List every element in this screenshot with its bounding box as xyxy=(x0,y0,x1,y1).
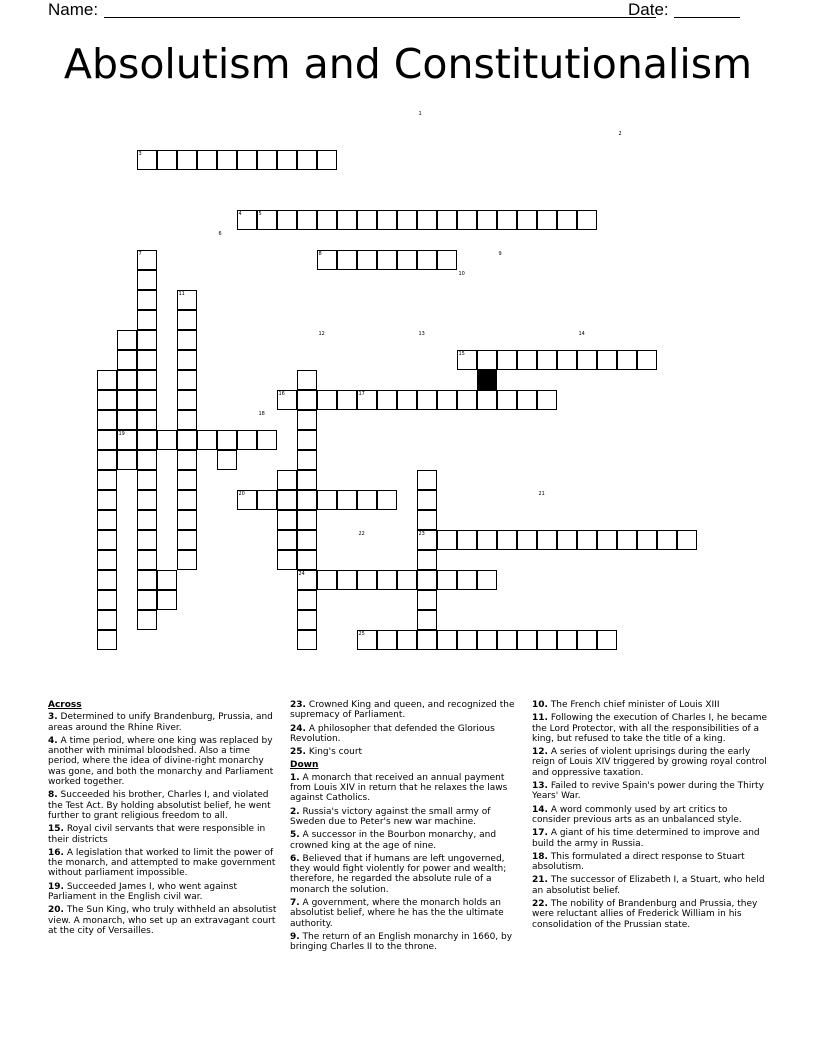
crossword-cell[interactable] xyxy=(337,390,357,410)
crossword-cell[interactable] xyxy=(357,210,377,230)
crossword-cell[interactable] xyxy=(137,510,157,530)
clue-text: The Sun King, who truly withheld an absolutist view. A monarch, who set up an extravagant court at the city of Versailles. xyxy=(48,905,277,936)
clue xyxy=(532,713,768,744)
clue-number: 6. xyxy=(290,853,300,864)
crossword-cell[interactable] xyxy=(157,570,177,590)
crossword-cell[interactable] xyxy=(297,390,317,410)
crossword-cell[interactable] xyxy=(357,570,377,590)
clue-text: Determined to unify Brandenburg, Prussia, and areas around the Rhine River. xyxy=(48,712,273,733)
crossword-cell[interactable] xyxy=(437,390,457,410)
crossword-cell[interactable] xyxy=(277,510,297,530)
crossword-cell[interactable] xyxy=(237,150,257,170)
clue-text: The French chief minister of Louis XIII xyxy=(547,700,720,710)
crossword-cell[interactable] xyxy=(297,450,317,470)
crossword-cell[interactable] xyxy=(597,630,617,650)
cell-number: 10 xyxy=(458,270,465,277)
cell-number: 19 xyxy=(118,430,125,437)
clue xyxy=(290,830,522,851)
crossword-cell[interactable] xyxy=(197,150,217,170)
clue-text: A word commonly used by art critics to consider previous arts as an unbalanced style. xyxy=(532,804,742,825)
clue-number: 2. xyxy=(290,806,300,817)
clue xyxy=(290,747,522,757)
crossword-cell[interactable] xyxy=(137,410,157,430)
crossword-cell[interactable] xyxy=(137,490,157,510)
crossword-cell[interactable] xyxy=(97,370,117,390)
crossword-cell[interactable] xyxy=(677,530,697,550)
crossword-cell[interactable] xyxy=(457,210,477,230)
crossword-cell[interactable] xyxy=(617,530,637,550)
crossword-cell[interactable] xyxy=(557,350,577,370)
crossword-cell[interactable] xyxy=(137,590,157,610)
crossword-cell[interactable] xyxy=(217,450,237,470)
crossword-cell[interactable] xyxy=(177,330,197,350)
crossword-cell[interactable] xyxy=(337,210,357,230)
crossword-cell[interactable] xyxy=(417,250,437,270)
clue xyxy=(48,790,280,821)
crossword-cell[interactable] xyxy=(137,550,157,570)
clue-text: Succeeded James I, who went against Parliament in the English civil war. xyxy=(48,881,238,903)
crossword-cell[interactable] xyxy=(597,350,617,370)
crossword-cell[interactable] xyxy=(437,250,457,270)
cell-number: 11 xyxy=(178,290,185,297)
page-title: Absolutism and Constitutionalism xyxy=(63,40,753,88)
crossword-cell[interactable] xyxy=(337,490,357,510)
crossword-cell[interactable] xyxy=(137,390,157,410)
crossword-cell[interactable] xyxy=(377,250,397,270)
clue-text: A giant of his time determined to improve and build the army in Russia. xyxy=(532,828,760,849)
clue xyxy=(532,828,768,849)
crossword-cell[interactable] xyxy=(97,550,117,570)
crossword-cell[interactable] xyxy=(417,510,437,530)
clue-text: A monarch that received an annual payment from Louis XIV in return that he relaxes the laws against Catholics. xyxy=(290,772,508,804)
crossword-cell[interactable] xyxy=(257,150,277,170)
clue xyxy=(290,854,522,895)
crossword-cell[interactable] xyxy=(297,410,317,430)
clue-number: 5. xyxy=(290,830,300,841)
crossword-cell[interactable] xyxy=(297,490,317,510)
crossword-cell[interactable] xyxy=(137,450,157,470)
crossword-cell[interactable] xyxy=(277,470,297,490)
crossword-cell[interactable] xyxy=(397,250,417,270)
crossword-cell[interactable] xyxy=(237,430,257,450)
crossword-cell[interactable] xyxy=(437,630,457,650)
crossword-cell[interactable] xyxy=(117,370,137,390)
crossword-cell[interactable] xyxy=(477,630,497,650)
crossword-cell[interactable] xyxy=(497,530,517,550)
crossword-cell[interactable] xyxy=(137,290,157,310)
clue xyxy=(48,824,280,845)
crossword-cell[interactable] xyxy=(357,250,377,270)
cell-number: 1 xyxy=(418,110,422,117)
crossword-cell[interactable] xyxy=(197,430,217,450)
clue-text: Failed to revive Spain's power during the Thirty Years' War. xyxy=(532,781,764,802)
clue xyxy=(532,700,768,710)
crossword-cell[interactable] xyxy=(537,390,557,410)
clue xyxy=(532,899,768,930)
crossword-cell[interactable] xyxy=(137,330,157,350)
clue xyxy=(290,898,522,929)
crossword-cell[interactable] xyxy=(97,430,117,450)
clue xyxy=(532,875,768,896)
crossword-cell[interactable] xyxy=(577,350,597,370)
cell-number: 6 xyxy=(218,230,222,237)
crossword-cell[interactable] xyxy=(297,370,317,390)
crossword-cell[interactable] xyxy=(157,430,177,450)
crossword-cell[interactable] xyxy=(117,410,137,430)
clues-column-3 xyxy=(532,700,768,933)
crossword-cell[interactable] xyxy=(477,390,497,410)
cell-number: 21 xyxy=(538,490,545,497)
crossword-cell[interactable] xyxy=(277,210,297,230)
clue-text: Russia's victory against the small army of Sweden due to Peter's new war machine. xyxy=(290,806,491,827)
clue-number: 23. xyxy=(290,700,306,710)
cell-number: 9 xyxy=(498,250,502,257)
cell-number: 23 xyxy=(418,530,425,537)
crossword-cell[interactable] xyxy=(417,570,437,590)
clue-text: A successor in the Bourbon monarchy, and crowned king at the age of nine. xyxy=(290,830,497,851)
crossword-cell[interactable] xyxy=(177,390,197,410)
crossword-cell[interactable] xyxy=(297,470,317,490)
crossword-cell[interactable] xyxy=(377,390,397,410)
cell-number: 24 xyxy=(298,570,305,577)
clue-number: 16. xyxy=(48,847,64,858)
crossword-cell[interactable] xyxy=(257,430,277,450)
clue xyxy=(532,852,768,873)
crossword-cell[interactable] xyxy=(217,150,237,170)
crossword-cell[interactable] xyxy=(477,530,497,550)
crossword-cell[interactable] xyxy=(177,450,197,470)
crossword-cell[interactable] xyxy=(497,210,517,230)
crossword-cell[interactable] xyxy=(177,470,197,490)
clue-number: 7. xyxy=(290,898,300,909)
crossword-cell[interactable] xyxy=(557,530,577,550)
crossword-cell[interactable] xyxy=(97,530,117,550)
clue-text: Succeeded his brother, Charles I, and violated the Test Act. By holding absolutist belief, he went further to grant religious freedom to all. xyxy=(48,790,271,821)
crossword-cell[interactable] xyxy=(377,570,397,590)
cell-number: 5 xyxy=(258,210,262,217)
crossword-cell[interactable] xyxy=(177,490,197,510)
crossword-cell[interactable] xyxy=(617,350,637,370)
clue-text: A time period, where one king was replaced by another with minimal bloodshed. Also a time period, where the idea of divine-right monarchy was gone, and both the monarchy and Parliament worked together. xyxy=(48,735,274,788)
clue-number: 8. xyxy=(48,790,58,801)
crossword-cell[interactable] xyxy=(137,370,157,390)
clue-number: 15. xyxy=(48,824,64,835)
crossword-cell[interactable] xyxy=(457,570,477,590)
down-clue-list xyxy=(290,773,522,953)
crossword-cell[interactable] xyxy=(277,530,297,550)
crossword-cell[interactable] xyxy=(417,470,437,490)
crossword-cell[interactable] xyxy=(637,530,657,550)
cell-number: 14 xyxy=(578,330,585,337)
crossword-cell[interactable] xyxy=(257,490,277,510)
clue-number: 24. xyxy=(290,723,306,734)
crossword-cell[interactable] xyxy=(177,410,197,430)
clue xyxy=(48,882,280,903)
crossword-cell[interactable] xyxy=(297,210,317,230)
crossword-cell[interactable] xyxy=(497,390,517,410)
crossword-cell[interactable] xyxy=(557,210,577,230)
crossword-cell[interactable] xyxy=(317,150,337,170)
crossword-cell[interactable] xyxy=(97,630,117,650)
crossword-cell[interactable] xyxy=(337,570,357,590)
cell-number: 25 xyxy=(358,630,365,637)
cell-number: 18 xyxy=(258,410,265,417)
crossword-cell[interactable] xyxy=(637,350,657,370)
name-label: Name: xyxy=(48,0,99,19)
clue-number: 19. xyxy=(48,881,64,892)
cell-number: 2 xyxy=(618,130,622,137)
crossword-cell[interactable] xyxy=(137,430,157,450)
crossword-cell[interactable] xyxy=(117,450,137,470)
cell-number: 8 xyxy=(318,250,322,257)
crossword-cell[interactable] xyxy=(437,570,457,590)
across-clue-list-cont xyxy=(290,700,522,757)
crossword-cell[interactable] xyxy=(417,590,437,610)
crossword-cell[interactable] xyxy=(297,610,317,630)
crossword-cell[interactable] xyxy=(97,410,117,430)
clue-number: 3. xyxy=(48,712,58,723)
crossword-cell[interactable] xyxy=(177,510,197,530)
crossword-cell[interactable] xyxy=(317,390,337,410)
crossword-cell[interactable] xyxy=(297,530,317,550)
crossword-cell[interactable] xyxy=(377,210,397,230)
cell-number: 16 xyxy=(278,390,285,397)
clue-number: 12. xyxy=(532,747,548,758)
crossword-cell[interactable] xyxy=(477,570,497,590)
crossword-cell[interactable] xyxy=(97,470,117,490)
clue-text: Royal civil servants that were responsible in their districts xyxy=(48,824,266,845)
cell-number: 15 xyxy=(458,350,465,357)
clue-number: 1. xyxy=(290,772,300,783)
clue-text: The nobility of Brandenburg and Prussia, they were reluctant allies of Frederick William in his consolidation of the Prussian state. xyxy=(532,899,758,930)
clue xyxy=(532,805,768,826)
clue xyxy=(532,747,768,778)
clue-number: 4. xyxy=(48,735,58,746)
crossword-cell[interactable] xyxy=(517,350,537,370)
clue-text: The successor of Elizabeth I, a Stuart, who held an absolutist belief. xyxy=(532,875,765,896)
crossword-cell[interactable] xyxy=(357,490,377,510)
crossword-cell[interactable] xyxy=(417,610,437,630)
crossword-cell[interactable] xyxy=(417,630,437,650)
clue xyxy=(48,905,280,936)
clue-number: 17. xyxy=(532,828,548,839)
clue-number: 11. xyxy=(532,713,548,724)
clue-number: 21. xyxy=(532,875,548,886)
crossword-cell[interactable] xyxy=(477,210,497,230)
crossword-cell[interactable] xyxy=(297,550,317,570)
clue-number: 9. xyxy=(290,931,300,942)
cell-number: 17 xyxy=(358,390,365,397)
crossword-cell[interactable] xyxy=(577,210,597,230)
clue-text: Following the execution of Charles I, he became the Lord Protector, with all the responsibilities of a king, but refused to take the title of a king. xyxy=(532,713,767,744)
cell-number: 20 xyxy=(238,490,245,497)
crossword-cell[interactable] xyxy=(537,630,557,650)
clue-number: 25. xyxy=(290,747,306,758)
crossword-cell[interactable] xyxy=(317,210,337,230)
clue xyxy=(290,700,522,721)
clue-text: Believed that if humans are left ungoverned, they would fight violently for power and wealth; therefore, he regarded the absolute rule of a monarch the solution. xyxy=(290,853,507,895)
clue-text: Crowned King and queen, and recognized the supremacy of Parliament. xyxy=(290,700,515,721)
clue xyxy=(48,712,280,733)
crossword-cell[interactable] xyxy=(137,270,157,290)
crossword-cell[interactable] xyxy=(97,390,117,410)
clue-text: A legislation that worked to limit the power of the monarch, and attempted to make government without parliament impossible. xyxy=(48,847,276,879)
clue-number: 10. xyxy=(532,700,548,710)
crossword-cell[interactable] xyxy=(517,390,537,410)
cell-number: 13 xyxy=(418,330,425,337)
crossword-cell[interactable] xyxy=(437,210,457,230)
crossword-cell[interactable] xyxy=(117,330,137,350)
crossword-cell[interactable] xyxy=(177,550,197,570)
crossword-cell[interactable] xyxy=(97,490,117,510)
crossword-cell[interactable] xyxy=(217,430,237,450)
clue-text: The return of an English monarchy in 1660, by bringing Charles II to the throne. xyxy=(290,931,513,953)
cell-number: 7 xyxy=(138,250,142,257)
crossword-cell[interactable] xyxy=(317,490,337,510)
crossword-cell[interactable] xyxy=(497,630,517,650)
crossword-cell[interactable] xyxy=(137,570,157,590)
crossword-cell[interactable] xyxy=(397,390,417,410)
crossword-cell[interactable] xyxy=(537,530,557,550)
crossword-cell[interactable] xyxy=(457,390,477,410)
crossword-cell[interactable] xyxy=(117,350,137,370)
clues-column-1 xyxy=(48,700,280,939)
clue xyxy=(290,807,522,828)
crossword-cell[interactable] xyxy=(517,210,537,230)
crossword-cell[interactable] xyxy=(397,210,417,230)
clue-text: A philosopher that defended the Glorious Revolution. xyxy=(290,723,495,744)
clues-column-2 xyxy=(290,700,522,956)
cell-number: 3 xyxy=(138,150,142,157)
across-heading: Across xyxy=(48,700,82,710)
clue xyxy=(290,724,522,745)
crossword-cell[interactable] xyxy=(137,350,157,370)
across-clue-list xyxy=(48,712,280,936)
cell-number: 4 xyxy=(238,210,242,217)
crossword-cell[interactable] xyxy=(97,610,117,630)
crossword-cell[interactable] xyxy=(557,630,577,650)
crossword-cell[interactable] xyxy=(97,450,117,470)
cell-number: 22 xyxy=(358,530,365,537)
clue xyxy=(48,736,280,787)
clue xyxy=(290,773,522,804)
crossword-cell[interactable] xyxy=(297,430,317,450)
crossword-cell[interactable] xyxy=(457,530,477,550)
crossword-cell[interactable] xyxy=(317,570,337,590)
clue xyxy=(532,781,768,802)
crossword-cell[interactable] xyxy=(277,490,297,510)
crossword-cell[interactable] xyxy=(97,570,117,590)
crossword-cell[interactable] xyxy=(537,210,557,230)
crossword-cell[interactable] xyxy=(597,530,617,550)
crossword-cell[interactable] xyxy=(117,390,137,410)
crossword-cell[interactable] xyxy=(137,470,157,490)
crossword-cell[interactable] xyxy=(177,430,197,450)
crossword-cell[interactable] xyxy=(137,530,157,550)
cell-number: 12 xyxy=(318,330,325,337)
crossword-cell[interactable] xyxy=(417,490,437,510)
crossword-cell[interactable] xyxy=(397,570,417,590)
crossword-cell[interactable] xyxy=(497,350,517,370)
crossword-cell[interactable] xyxy=(157,590,177,610)
crossword-cell[interactable] xyxy=(477,350,497,370)
down-clue-list-cont xyxy=(532,700,768,930)
crossword-cell[interactable] xyxy=(417,390,437,410)
crossword-cell[interactable] xyxy=(277,550,297,570)
crossword-cell[interactable] xyxy=(517,530,537,550)
crossword-cell[interactable] xyxy=(517,630,537,650)
crossword-cell[interactable] xyxy=(177,150,197,170)
crossword-cell[interactable] xyxy=(417,210,437,230)
crossword-cell[interactable] xyxy=(457,630,477,650)
clue-number: 22. xyxy=(532,899,548,910)
clue-number: 18. xyxy=(532,851,548,862)
clue xyxy=(290,932,522,953)
crossword-cell[interactable] xyxy=(137,310,157,330)
clue-text: A series of violent uprisings during the early reign of Louis XIV triggered by growing royal control and oppressive taxation. xyxy=(532,747,767,778)
crossword-cell[interactable] xyxy=(577,630,597,650)
crossword-cell[interactable] xyxy=(177,350,197,370)
crossword-cell[interactable] xyxy=(417,550,437,570)
crossword-cell[interactable] xyxy=(297,630,317,650)
date-label: Date: xyxy=(628,0,669,19)
crossword-cell[interactable] xyxy=(137,610,157,630)
crossword-cell[interactable] xyxy=(157,150,177,170)
crossword-cell[interactable] xyxy=(297,150,317,170)
crossword-cell[interactable] xyxy=(577,530,597,550)
clue-text: A government, where the monarch holds an absolutist belief, where he has the the ultimate authority. xyxy=(290,898,504,929)
crossword-cell[interactable] xyxy=(437,530,457,550)
crossword-cell[interactable] xyxy=(397,630,417,650)
clue-text: This formulated a direct response to Stuart absolutism. xyxy=(532,851,745,873)
clue-text: King's court xyxy=(305,747,363,758)
crossword-cell[interactable] xyxy=(177,370,197,390)
crossword-cell[interactable] xyxy=(177,310,197,330)
crossword-cell[interactable] xyxy=(377,630,397,650)
crossword-cell[interactable] xyxy=(97,590,117,610)
clue-number: 13. xyxy=(532,781,548,792)
crossword-cell[interactable] xyxy=(537,350,557,370)
crossword-cell[interactable] xyxy=(177,530,197,550)
crossword-cell[interactable] xyxy=(657,530,677,550)
clue xyxy=(48,848,280,879)
crossword-black-cell xyxy=(477,370,497,390)
clue-number: 20. xyxy=(48,905,64,916)
crossword-cell[interactable] xyxy=(337,250,357,270)
crossword-cell[interactable] xyxy=(97,510,117,530)
crossword-cell[interactable] xyxy=(377,490,397,510)
crossword-cell[interactable] xyxy=(297,510,317,530)
crossword-cell[interactable] xyxy=(277,150,297,170)
down-heading: Down xyxy=(290,760,319,771)
crossword-cell[interactable] xyxy=(297,590,317,610)
clue-number: 14. xyxy=(532,804,548,815)
